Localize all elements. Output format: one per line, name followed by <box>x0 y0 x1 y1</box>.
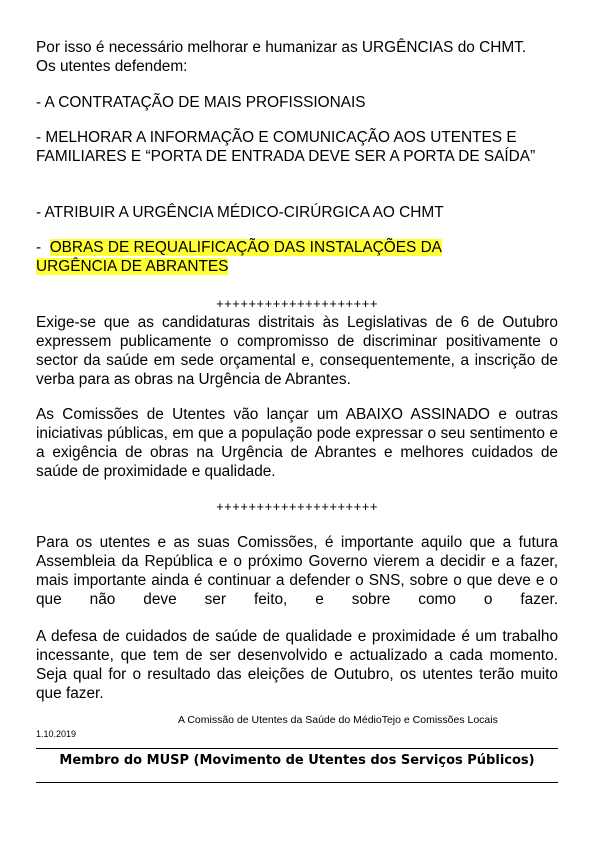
separator-2: ++++++++++++++++++++ <box>216 499 378 514</box>
demand-item-2: - MELHORAR A INFORMAÇÃO E COMUNICAÇÃO AOS UTENTES E FAMILIARES E “PORTA DE ENTRADA DEVE SER A PORTA DE SAÍDA” <box>36 129 536 165</box>
footer-musp: Membro do MUSP (Movimento de Utentes dos Serviços Públicos) <box>59 753 535 768</box>
demand-item-4-dash: - <box>36 239 50 256</box>
intro-line-1: Por isso é necessário melhorar e humanizar as URGÊNCIAS do CHMT. <box>36 39 527 56</box>
demand-item-4 <box>36 238 506 276</box>
paragraph-defesa: A defesa de cuidados de saúde de qualidade e proximidade é um trabalho incessante, que tem de ser desenvolvido e actualizado a cada momento. Seja qual for o resultado das eleições de Outubro, os utentes terão muito que fazer. <box>36 628 558 702</box>
demand-item-1: - A CONTRATAÇÃO DE MAIS PROFISSIONAIS <box>36 94 366 111</box>
paragraph-candidaturas: Exige-se que as candidaturas distritais às Legislativas de 6 de Outubro expressem publicamente o compromisso de discriminar positivamente o sector da saúde em sede orçamental e, consequentemente, a inscrição de verba para as obras na Urgência de Abrantes. <box>36 314 558 388</box>
footer-rule-top <box>36 748 558 749</box>
demand-item-3: - ATRIBUIR A URGÊNCIA MÉDICO-CIRÚRGICA AO CHMT <box>36 204 444 221</box>
signature: A Comissão de Utentes da Saúde do MédioTejo e Comissões Locais <box>178 714 498 726</box>
paragraph-assembleia: Para os utentes e as suas Comissões, é importante aquilo que a futura Assembleia da República e o próximo Governo vierem a decidir e a fazer, mais importante ainda é continuar a defender o SNS, sobre o que deve e o que não deve ser feito, e sobre como o fazer. <box>36 534 558 608</box>
intro-line-2: Os utentes defendem: <box>36 58 188 75</box>
paragraph-comissoes: As Comissões de Utentes vão lançar um ABAIXO ASSINADO e outras iniciativas públicas, em que a população pode expressar o seu sentimento e a exigência de obras na Urgência de Abrantes e melhores cuidados de saúde de proximidade e qualidade. <box>36 406 558 480</box>
highlighted-demand: OBRAS DE REQUALIFICAÇÃO DAS INSTALAÇÕES DA URGÊNCIA DE ABRANTES <box>36 239 442 275</box>
document-date: 1.10.2019 <box>36 729 77 739</box>
separator-1: ++++++++++++++++++++ <box>216 296 378 311</box>
footer-rule-bottom <box>36 782 558 783</box>
